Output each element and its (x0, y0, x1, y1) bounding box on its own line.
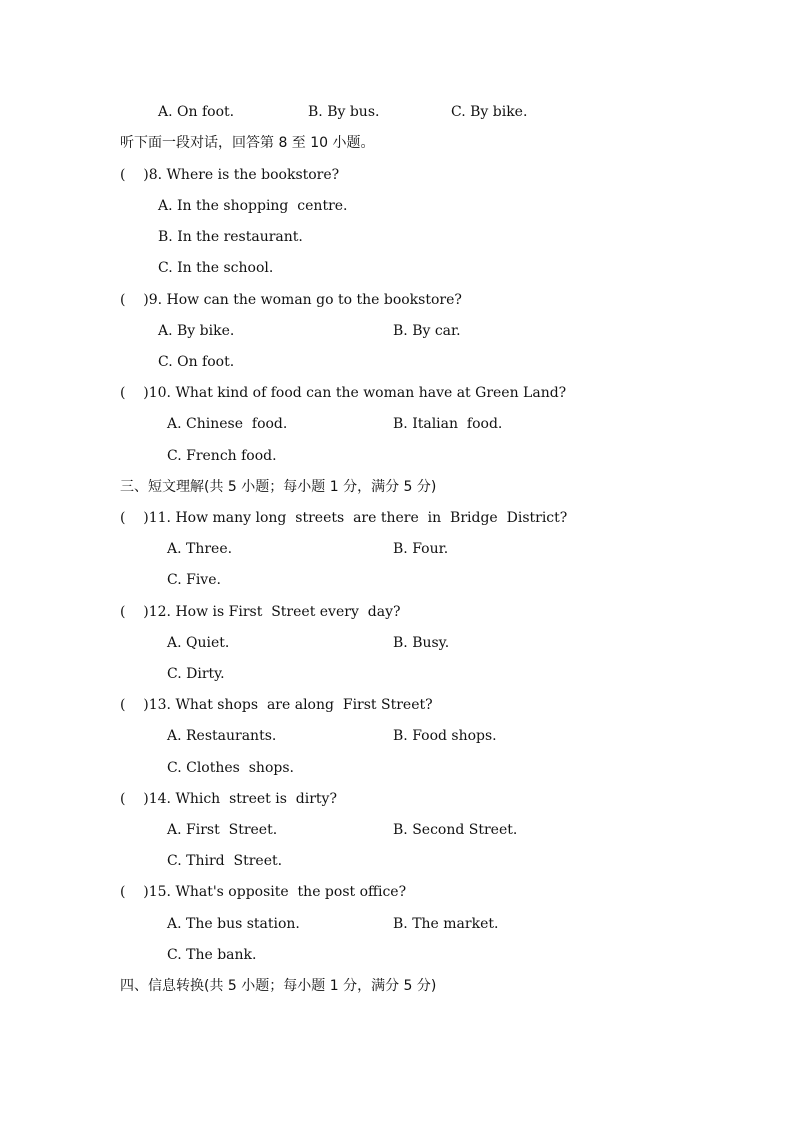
q9-stem: ( )9. How can the woman go to the bookstore? (120, 292, 462, 308)
q7-option-b: B. By bus. (308, 104, 380, 120)
q10-option-c: C. French food. (167, 448, 277, 464)
q10-option-b: B. Italian food. (393, 416, 503, 432)
q9-option-b: B. By car. (393, 323, 461, 339)
q7-option-a: A. On foot. (158, 104, 235, 120)
q13-option-b: B. Food shops. (393, 728, 497, 744)
q10-option-a: A. Chinese food. (167, 416, 288, 432)
section3-title: 三、短文理解(共 5 小题；每小题 1 分，满分 5 分) (120, 479, 437, 495)
q14-option-b: B. Second Street. (393, 822, 518, 838)
q11-option-c: C. Five. (167, 572, 221, 588)
q8-option-a: A. In the shopping centre. (158, 198, 348, 214)
q9-option-a: A. By bike. (158, 323, 235, 339)
q11-stem: ( )11. How many long streets are there in Bridge District? (120, 510, 568, 526)
q8-stem: ( )8. Where is the bookstore? (120, 167, 340, 183)
q12-option-a: A. Quiet. (167, 635, 230, 651)
q12-option-c: C. Dirty. (167, 666, 225, 682)
q13-option-a: A. Restaurants. (167, 728, 277, 744)
q13-option-c: C. Clothes shops. (167, 760, 294, 776)
q15-option-a: A. The bus station. (167, 916, 300, 932)
q14-option-a: A. First Street. (167, 822, 278, 838)
q14-option-c: C. Third Street. (167, 853, 283, 869)
q10-stem: ( )10. What kind of food can the woman have at Green Land? (120, 385, 567, 401)
section4-title: 四、信息转换(共 5 小题；每小题 1 分，满分 5 分) (120, 978, 437, 994)
q8-option-c: C. In the school. (158, 260, 274, 276)
q15-stem: ( )15. What's opposite the post office? (120, 884, 407, 900)
instruction-8-10: 听下面一段对话，回答第 8 至 10 小题。 (120, 135, 375, 151)
q13-stem: ( )13. What shops are along First Street? (120, 697, 433, 713)
q9-option-c: C. On foot. (158, 354, 235, 370)
q14-stem: ( )14. Which street is dirty? (120, 791, 337, 807)
q12-option-b: B. Busy. (393, 635, 450, 651)
q11-option-b: B. Four. (393, 541, 449, 557)
q8-option-b: B. In the restaurant. (158, 229, 303, 245)
q7-option-c: C. By bike. (451, 104, 528, 120)
q12-stem: ( )12. How is First Street every day? (120, 604, 401, 620)
q15-option-b: B. The market. (393, 916, 499, 932)
q11-option-a: A. Three. (167, 541, 233, 557)
q15-option-c: C. The bank. (167, 947, 257, 963)
